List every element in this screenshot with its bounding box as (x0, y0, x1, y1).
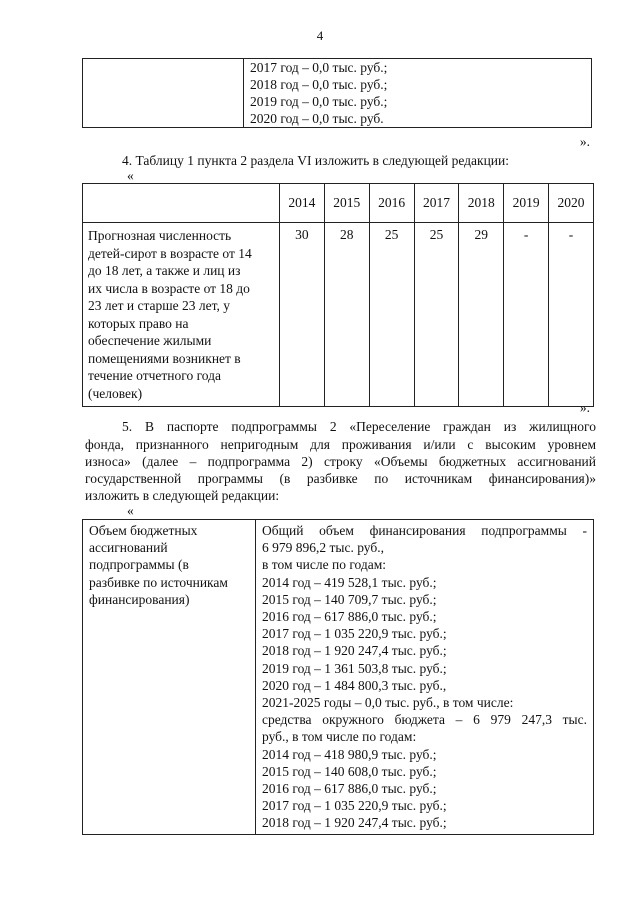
item-5-line-text: износа» (далее – подпрограмма 2) строку «Объемы бюджетных ассигнований (85, 454, 596, 469)
passport-line: 2020 год – 1 484 800,3 тыс. руб., (262, 677, 447, 693)
row-label-line: обеспечение жилыми (88, 333, 212, 348)
value-cell: 25 (369, 223, 414, 407)
passport-line: Общий объем финансирования подпрограммы - (262, 523, 587, 538)
funding-line: 2019 год – 0,0 тыс. руб.; (250, 94, 388, 109)
passport-label-cell (83, 520, 256, 835)
table-cell-empty (83, 59, 244, 128)
value-cell: 29 (459, 223, 504, 407)
passport-line: в том числе по годам: (262, 557, 387, 573)
row-label-line: (человек) (88, 385, 143, 401)
year-header: 2020 (549, 184, 594, 223)
value-cell: - (504, 223, 549, 407)
passport-label-line: подпрограммы (в (89, 557, 189, 573)
year-header: 2015 (324, 184, 369, 223)
passport-line: руб., в том числе по годам: (262, 729, 417, 745)
value-cell: - (549, 223, 594, 407)
table-row (83, 223, 594, 407)
table-funding-continued (82, 58, 592, 128)
passport-line: 2021-2025 годы – 0,0 тыс. руб., в том числе: (262, 695, 514, 711)
closing-quote: ». (579, 134, 590, 149)
funding-line: 2018 год – 0,0 тыс. руб.; (250, 77, 388, 92)
year-header: 2017 (414, 184, 459, 223)
item-5-line-text: государственной программы (в разбивке по источникам финансирования)» (85, 471, 596, 486)
year-header: 2014 (280, 184, 325, 223)
passport-line: средства окружного бюджета – 6 979 247,3 тыс. (262, 712, 587, 728)
year-header: 2019 (504, 184, 549, 223)
row-label-line: 23 лет и старше 23 лет, у (88, 298, 231, 313)
passport-content-cell (256, 520, 594, 835)
row-label-line: Прогнозная численность (88, 228, 232, 243)
item-5-line-text: изложить в следующей редакции: (85, 488, 280, 503)
open-quote: « (127, 168, 134, 183)
item-4-text: 4. Таблицу 1 пункта 2 раздела VI изложить в следующей редакции: (122, 153, 510, 168)
passport-label-line: финансирования) (89, 591, 190, 607)
row-label-line: их числа в возрасте от 18 до (88, 280, 250, 296)
passport-label-line: Объем бюджетных (89, 523, 198, 538)
open-quote: « (127, 503, 134, 518)
closing-quote: ». (579, 400, 590, 415)
row-label-line: детей-сирот в возрасте от 14 (88, 245, 252, 261)
table-header-empty (83, 184, 280, 223)
table-subprogram-passport (82, 519, 594, 835)
passport-label-line: разбивке по источникам (89, 574, 228, 590)
row-label-line: течение отчетного года (88, 368, 222, 383)
passport-line: 2015 год – 140 709,7 тыс. руб.; (262, 591, 437, 607)
year-header: 2016 (369, 184, 414, 223)
value-cell: 30 (280, 223, 325, 407)
item-5-body (85, 436, 596, 504)
funding-line: 2017 год – 0,0 тыс. руб.; (250, 60, 388, 75)
year-header: 2018 (459, 184, 504, 223)
passport-line: 2017 год – 1 035 220,9 тыс. руб.; (262, 798, 447, 814)
value-cell: 28 (324, 223, 369, 407)
passport-line: 2014 год – 419 528,1 тыс. руб.; (262, 574, 437, 590)
table-cell-funding (244, 59, 592, 128)
row-label-line: до 18 лет, а также и лиц из (88, 263, 241, 278)
passport-line: 2018 год – 1 920 247,4 тыс. руб.; (262, 643, 447, 659)
item-5-line-text: фонда, признанного непригодным для проживания и/или с высоким уровнем (85, 437, 596, 452)
row-label-line: которых право на (88, 315, 189, 331)
table-orphan-forecast (82, 183, 594, 407)
row-label-line: помещениями возникнет в (88, 350, 241, 366)
passport-line: 2019 год – 1 361 503,8 тыс. руб.; (262, 660, 447, 676)
passport-line: 2016 год – 617 886,0 тыс. руб.; (262, 781, 437, 797)
passport-line: 6 979 896,2 тыс. руб., (262, 540, 384, 556)
page-number: 4 (316, 28, 324, 43)
passport-line: 2018 год – 1 920 247,4 тыс. руб.; (262, 815, 447, 831)
passport-line: 2016 год – 617 886,0 тыс. руб.; (262, 609, 437, 625)
value-cell: 25 (414, 223, 459, 407)
item-5-line (122, 418, 596, 435)
passport-label-line: ассигнований (89, 540, 168, 556)
table-header-row (83, 184, 594, 223)
passport-line: 2015 год – 140 608,0 тыс. руб.; (262, 763, 437, 779)
passport-line: 2014 год – 418 980,9 тыс. руб.; (262, 746, 437, 762)
funding-line: 2020 год – 0,0 тыс. руб. (250, 111, 384, 126)
passport-line: 2017 год – 1 035 220,9 тыс. руб.; (262, 626, 447, 642)
table-row (83, 520, 594, 835)
row-label (83, 223, 280, 407)
item-5-line-text: 5. В паспорте подпрограммы 2 «Переселение граждан из жилищного (122, 419, 596, 434)
